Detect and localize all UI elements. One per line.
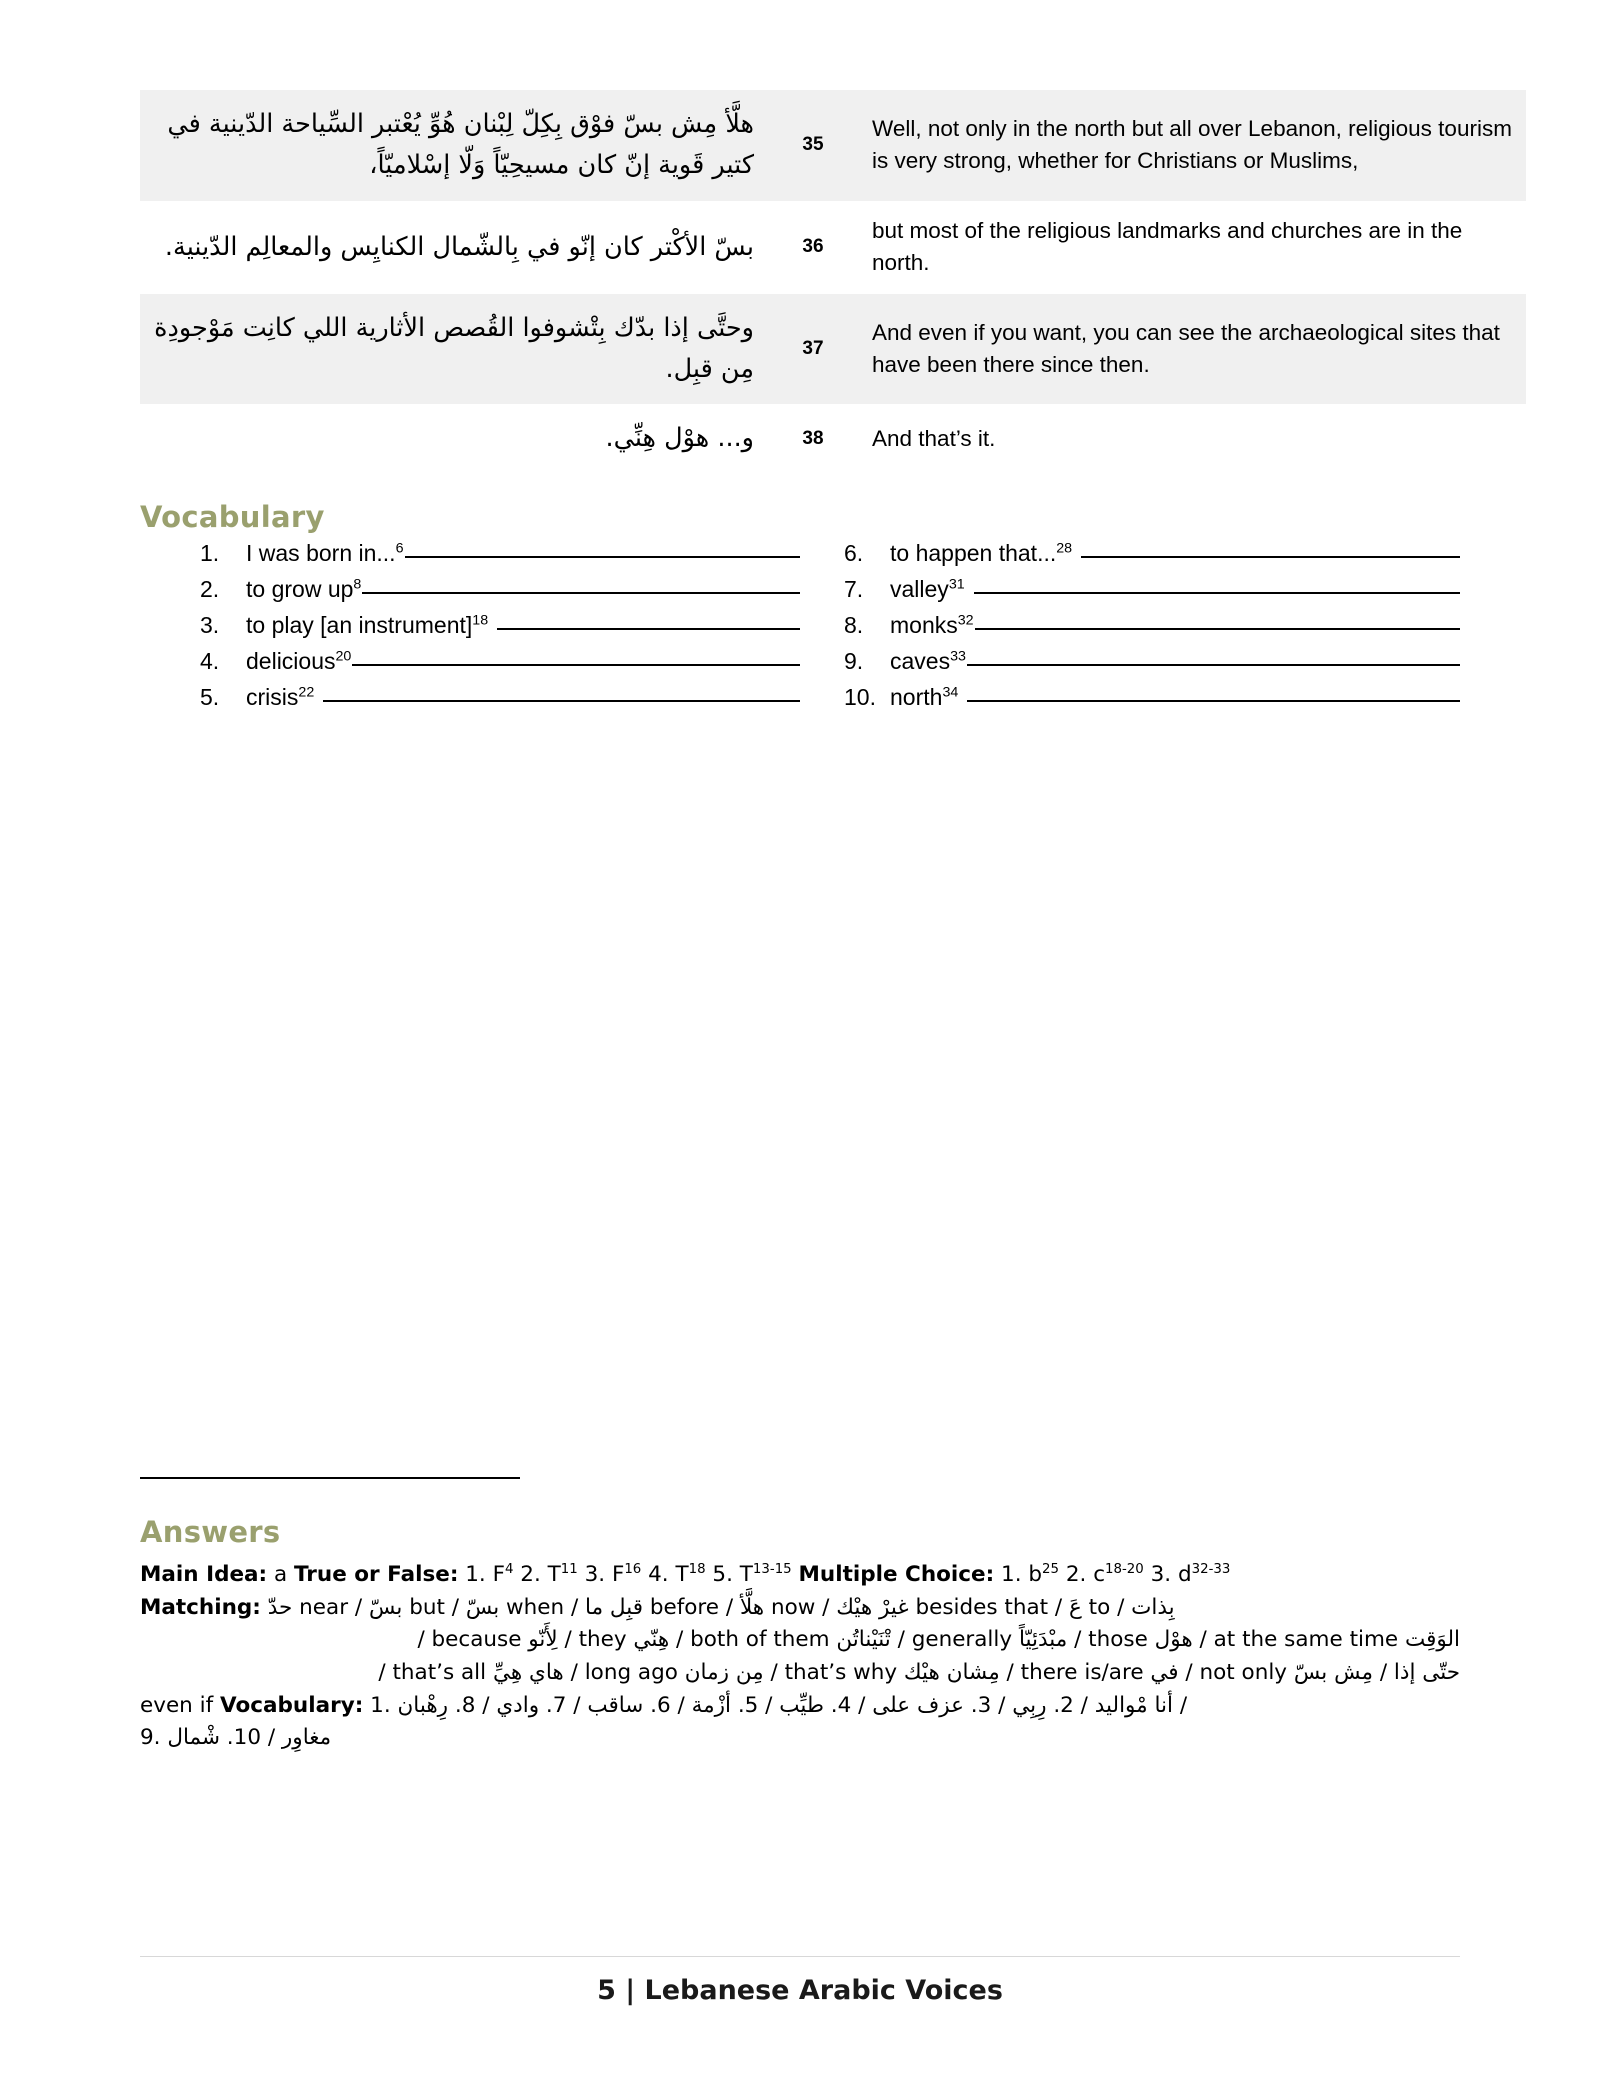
answer-blank-line[interactable]: [967, 664, 1460, 666]
tf-b: 2. T: [513, 1562, 561, 1587]
footnote-marker: 25: [1042, 1561, 1060, 1577]
list-item: [200, 539, 800, 578]
footnote-marker: 8: [353, 576, 362, 593]
answers-line-vocabulary: [140, 1690, 1460, 1723]
transcript-table: [140, 90, 1526, 474]
transcript-arabic: وحتَّى إذا بدّك بِتْشوفوا القُصص الأثارية اللي كانِت مَوْجودِة مِن قبِل.: [154, 312, 754, 385]
mc-c: 3. d: [1143, 1562, 1192, 1587]
vocabulary-item-term: caves$^{33}$: [890, 647, 966, 674]
answers-heading: Answers: [140, 1515, 281, 1549]
answer-blank-line[interactable]: [497, 628, 800, 630]
list-item: [200, 683, 800, 722]
answers-line-matching-2: [140, 1624, 1460, 1657]
footnote-marker: 20: [335, 648, 352, 665]
table-row: [140, 404, 1526, 473]
footnote-marker: 18: [472, 612, 489, 629]
vocabulary-answers-label: Vocabulary:: [220, 1692, 364, 1718]
document-page: [0, 90, 1600, 2090]
vocabulary-item-term: monks$^{32}$: [890, 611, 974, 638]
transcript-arabic: بسّ الأكْتر كان إنّو في بِالشّمال الكنايِس والمعالِم الدّينية.: [164, 231, 754, 262]
vocabulary-answers-text-2: 9. مغاوِر / 10. شْمال: [140, 1725, 332, 1751]
footnote-marker: 22: [298, 684, 315, 701]
table-row: [140, 90, 1526, 201]
vocabulary-item-number: 3.: [200, 611, 220, 638]
transcript-english: And even if you want, you can see the archaeological sites that have been there since then.: [872, 319, 1500, 378]
footnote-separator: [140, 1477, 520, 1479]
transcript-arabic: هلَّأ مِش بسّ فوْق بِكِلّ لِبْنان هُوِّ يُعْتبر السِّياحة الدّينية في كتير قَوية إنّ كان مسيحِيّاً وَلّا إسْلاميّاً،: [167, 109, 754, 181]
footnote-marker: 32: [957, 612, 974, 629]
transcript-english: but most of the religious landmarks and churches are in the north.: [872, 217, 1463, 276]
vocabulary-item-number: 1.: [200, 539, 220, 566]
matching-text-2: الوَقِت at the same time / هوْل those / مبْدَئِيّاً generally / تْنَيْناتُن both of them / هِنّي they / لِأَنّو because /: [417, 1627, 1460, 1653]
mc-a: 1. b: [994, 1562, 1043, 1587]
main-idea-value: a: [267, 1562, 294, 1587]
footnote-marker: 31: [948, 576, 965, 593]
transcript-english: Well, not only in the north but all over Lebanon, religious tourism is very strong, whether for Christians or Muslims,: [872, 115, 1512, 174]
answer-blank-line[interactable]: [352, 664, 800, 666]
tf-a: 1. F: [458, 1562, 505, 1587]
vocabulary-item-number: 5.: [200, 683, 220, 710]
vocabulary-item-term: to grow $up^8$: [246, 575, 362, 602]
list-item: [844, 647, 1460, 686]
transcript-arabic: و... هوْل هِنِّي.: [605, 423, 754, 454]
footnote-marker: 13-15: [752, 1561, 792, 1577]
footnote-marker: 16: [624, 1561, 642, 1577]
answer-blank-line[interactable]: [323, 700, 800, 702]
answers-line-vocabulary-2: [140, 1722, 1460, 1755]
vocabulary-item-number: 4.: [200, 647, 220, 674]
transcript-english: And that’s it.: [872, 425, 996, 451]
list-item: [844, 539, 1460, 578]
vocabulary-item-number: 9.: [844, 647, 864, 674]
footnote-marker: 18-20: [1105, 1561, 1144, 1577]
vocabulary-item-term: I was born in...$^6$: [246, 539, 404, 566]
answers-line-matching-3: [140, 1657, 1460, 1690]
answers-line-main-idea: [140, 1559, 1460, 1592]
matching-tail: even if: [140, 1692, 221, 1718]
answer-blank-line[interactable]: [974, 592, 1460, 594]
footnote-marker: 32-33: [1191, 1561, 1231, 1577]
answer-blank-line[interactable]: [362, 592, 800, 594]
vocabulary-item-term: to play [an instrument]$^{18}$: [246, 611, 489, 638]
footnote-marker: 6: [395, 540, 404, 557]
vocabulary-item-number: 2.: [200, 575, 220, 602]
transcript-line-number: 38: [802, 428, 824, 450]
footnote-marker: 33: [950, 648, 966, 665]
vocabulary-item-term: to happen that...$^{28}$: [890, 539, 1073, 566]
tf-c: 3. F: [577, 1562, 625, 1587]
main-idea-label: Main Idea:: [140, 1562, 268, 1587]
list-item: [200, 611, 800, 650]
vocabulary-column-left: [140, 539, 800, 722]
vocabulary-item-number: 6.: [844, 539, 864, 566]
table-row: [140, 201, 1526, 294]
answers-line-matching-1: [140, 1592, 1460, 1625]
footnote-marker: 28: [1056, 540, 1073, 557]
answer-blank-line[interactable]: [1081, 556, 1460, 558]
footnote-marker: 11: [560, 1561, 578, 1577]
vocabulary-list: [140, 539, 1460, 722]
vocabulary-item-term: valley$^{31}$: [890, 575, 965, 602]
list-item: [844, 611, 1460, 650]
transcript-line-number: 35: [802, 134, 824, 156]
vocabulary-item-number: 8.: [844, 611, 864, 638]
transcript-line-number: 37: [802, 338, 824, 360]
footnote-marker: 18: [688, 1561, 706, 1577]
vocabulary-item-number: 10.: [844, 683, 876, 710]
answer-blank-line[interactable]: [975, 628, 1460, 630]
vocabulary-item-term: delicious$^{20}$: [246, 647, 352, 674]
vocabulary-item-term: north$^{34}$: [890, 683, 959, 710]
footnote-marker: 4: [504, 1561, 514, 1577]
matching-text-1: حدّ near / بسّ but / بسّ when / قبِل ما before / هلَّأ now / غيرْ هيْك besides that / عَ to / بِذات: [267, 1594, 1175, 1620]
multiple-choice-label: Multiple Choice:: [798, 1562, 995, 1587]
true-false-label: True or False:: [294, 1562, 459, 1587]
answer-blank-line[interactable]: [967, 700, 1460, 702]
list-item: [844, 683, 1460, 722]
matching-label: Matching:: [140, 1594, 261, 1620]
list-item: [200, 647, 800, 686]
transcript-body: [140, 90, 1526, 474]
table-row: [140, 294, 1526, 405]
matching-text-3: حتّى إذا / مِش بسّ not only / في there is/are / مِشان هيْك that’s why / مِن زمان long ago / هاي هِيِّ that’s all /: [378, 1660, 1460, 1686]
vocabulary-item-term: crisis$^{22}$: [246, 683, 315, 710]
list-item: [844, 575, 1460, 614]
vocabulary-column-right: [800, 539, 1460, 722]
footnote-marker: 34: [942, 684, 959, 701]
tf-e: 5. T: [705, 1562, 753, 1587]
vocabulary-item-number: 7.: [844, 575, 864, 602]
footer-title: 5 | Lebanese Arabic Voices: [597, 1975, 1003, 2006]
page-footer: [140, 1956, 1460, 2006]
transcript-line-number: 36: [802, 236, 824, 258]
mc-b: 2. c: [1059, 1562, 1106, 1587]
vocabulary-heading: Vocabulary: [140, 499, 325, 534]
vocabulary-answers-text: 1. أنا مْواليد / 2. رِبِي / 3. عزف على / 4. طيِّب / 5. أزْمة / 6. ساقب / 7. وادي / 8. رِهْبان /: [363, 1692, 1188, 1718]
answers-section: [140, 1515, 1460, 1755]
list-item: [200, 575, 800, 614]
tf-d: 4. T: [641, 1562, 689, 1587]
answer-blank-line[interactable]: [405, 556, 800, 558]
